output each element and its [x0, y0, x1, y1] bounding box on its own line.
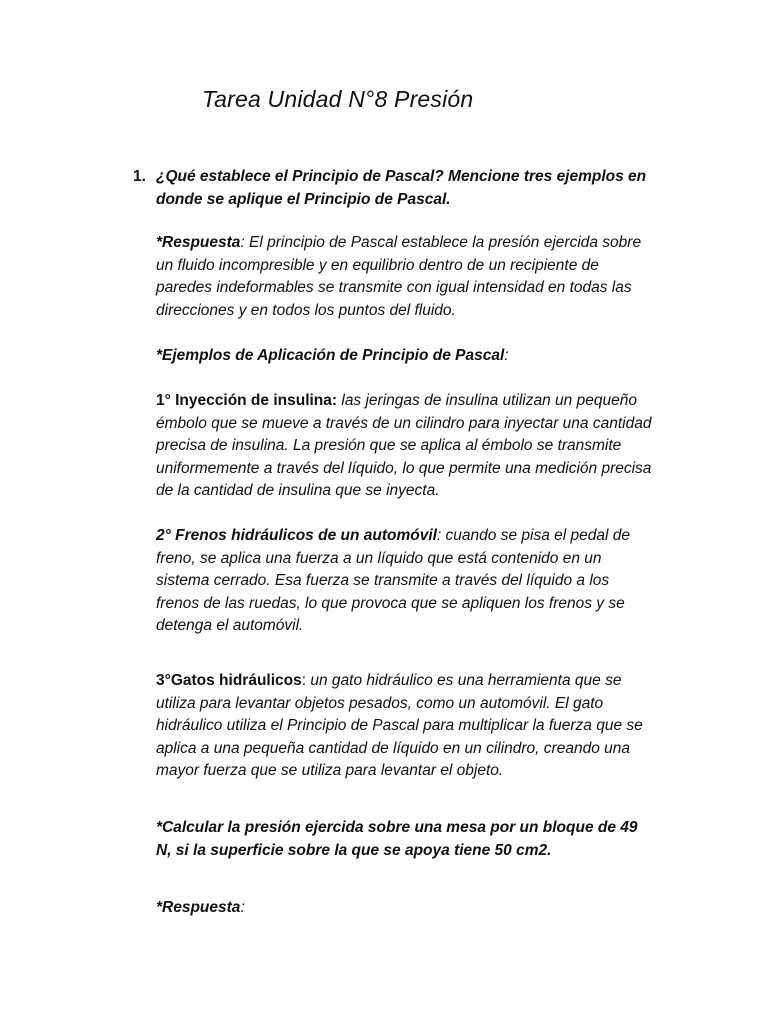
example-1 [156, 390, 656, 503]
answer-2-paragraph [156, 897, 656, 920]
example-2-paragraph [156, 525, 656, 638]
question-2 [156, 817, 656, 862]
question-number: 1. [133, 168, 146, 185]
answer-2-colon: : [240, 899, 245, 916]
answer-2 [156, 897, 656, 920]
examples-heading-colon: : [504, 347, 509, 364]
example-1-text: las jeringas de insulina utilizan un pequeño émbolo que se mueve a través de un cilindro para inyectar una cantidad precisa de insulina. La presión que se aplica al émbolo se transmite uniformemente a través del líquido, lo que permite una medición precisa de la cantidad de insulina que se inyecta. [156, 392, 652, 499]
examples-heading-paragraph [156, 345, 656, 368]
examples-heading [156, 345, 656, 368]
example-2 [156, 525, 656, 638]
example-3-paragraph [156, 670, 656, 783]
example-2-text: : cuando se pisa el pedal de freno, se aplica una fuerza a un líquido que está contenido en un sistema cerrado. Esa fuerza se transmite a través del líquido a los frenos de las ruedas, lo que provoca que se apliquen los frenos y se detenga el automóvil. [156, 527, 630, 634]
document-title: Tarea Unidad N°8 Presión [202, 86, 474, 112]
example-3-colon: : [301, 672, 307, 689]
example-3-label: 3°Gatos hidráulicos [156, 672, 302, 689]
example-1-paragraph [156, 390, 656, 503]
examples-heading-label: *Ejemplos de Aplicación de Principio de Pascal [156, 347, 505, 364]
answer-2-label: *Respuesta [156, 899, 241, 916]
answer-1-paragraph [156, 232, 656, 322]
question-2-text: *Calcular la presión ejercida sobre una mesa por un bloque de 49 N, si la superficie sobre la que se apoya tiene 50 cm2. [156, 819, 638, 859]
answer-1 [156, 232, 656, 322]
answer-1-text: : El principio de Pascal establece la presión ejercida sobre un fluido incompresible y en equilibrio dentro de un recipiente de paredes indeformables se transmite con igual intensidad en todas las direcciones y en todos los puntos del fluido. [156, 234, 642, 319]
question-1-line-2: donde se aplique el Principio de Pascal. [156, 190, 451, 208]
example-2-label: 2° Frenos hidráulicos de un automóvil [156, 527, 437, 544]
example-1-label: 1° Inyección de insulina: [156, 392, 338, 409]
question-1 [156, 166, 656, 211]
answer-1-label: *Respuesta [156, 234, 241, 251]
question-1-line-1: ¿Qué establece el Principio de Pascal? Mencione tres ejemplos en [156, 168, 647, 185]
example-3-text: un gato hidráulico es una herramienta que se utiliza para levantar objetos pesados, como un automóvil. El gato hidráulico utiliza el Principio de Pascal para multiplicar la fuerza que se aplica a una pequeña cantidad de líquido en un cilindro, creando una mayor fuerza que se utiliza para levantar el objeto. [156, 672, 643, 779]
example-3 [156, 670, 656, 783]
